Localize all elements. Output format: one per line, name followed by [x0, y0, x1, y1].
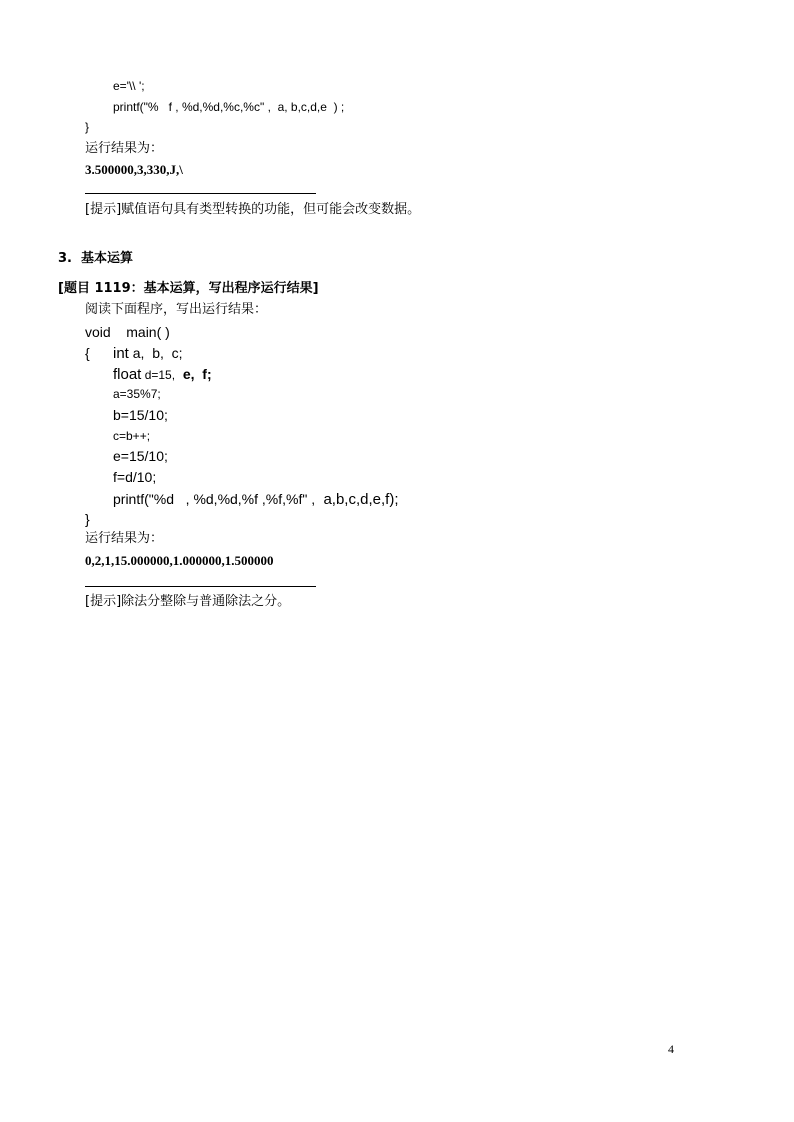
code-open-brace: {	[85, 345, 90, 361]
page-number: 4	[668, 1042, 674, 1056]
problem-title: [题目 1119：基本运算，写出程序运行结果]	[58, 281, 319, 296]
answer-underline-2	[85, 586, 316, 587]
code-close-brace: }	[85, 120, 90, 134]
int-vars: a, b, c;	[128, 345, 183, 361]
printf2-part-b: a,b,c,d,e,f);	[315, 491, 399, 508]
code-line-printf2	[113, 491, 399, 507]
code-line-f: f=d/10;	[113, 469, 157, 485]
code-line-e-assign: e='\\ ';	[113, 79, 145, 93]
keyword-int: int	[113, 345, 129, 362]
code-float-decl	[113, 366, 212, 382]
code-line-a: a=35%7;	[113, 387, 161, 401]
code-line-e: e=15/10;	[113, 448, 168, 464]
code-line-c: c=b++;	[113, 429, 151, 443]
result-label-2: 运行结果为：	[85, 531, 164, 546]
problem-instruction: 阅读下面程序，写出运行结果：	[85, 302, 268, 317]
keyword-float: float	[113, 366, 142, 383]
code-line-b: b=15/10;	[113, 407, 168, 423]
float-vars-b: e, f;	[175, 366, 212, 382]
code-int-decl	[113, 345, 183, 361]
code-line-printf: printf("% f , %d,%d,%c,%c" , a, b,c,d,e ) ;	[113, 100, 345, 114]
result-label: 运行结果为：	[85, 141, 164, 156]
code-main-decl: void main( )	[85, 324, 170, 340]
printf2-part-a: printf("%d , %d,%d,%f ,%f,%f" ,	[113, 491, 316, 507]
result-value-2: 0,2,1,15.000000,1.000000,1.500000	[85, 553, 274, 568]
section-heading: 3. 基本运算	[58, 251, 134, 266]
hint-text-2: [提示]除法分整除与普通除法之分。	[85, 594, 291, 609]
hint-text: [提示]赋值语句具有类型转换的功能，但可能会改变数据。	[85, 202, 421, 217]
result-value: 3.500000,3,330,J,\	[85, 162, 183, 177]
code-close-brace-2: }	[85, 511, 90, 527]
answer-underline	[85, 193, 316, 194]
float-vars-a: d=15,	[141, 368, 176, 382]
